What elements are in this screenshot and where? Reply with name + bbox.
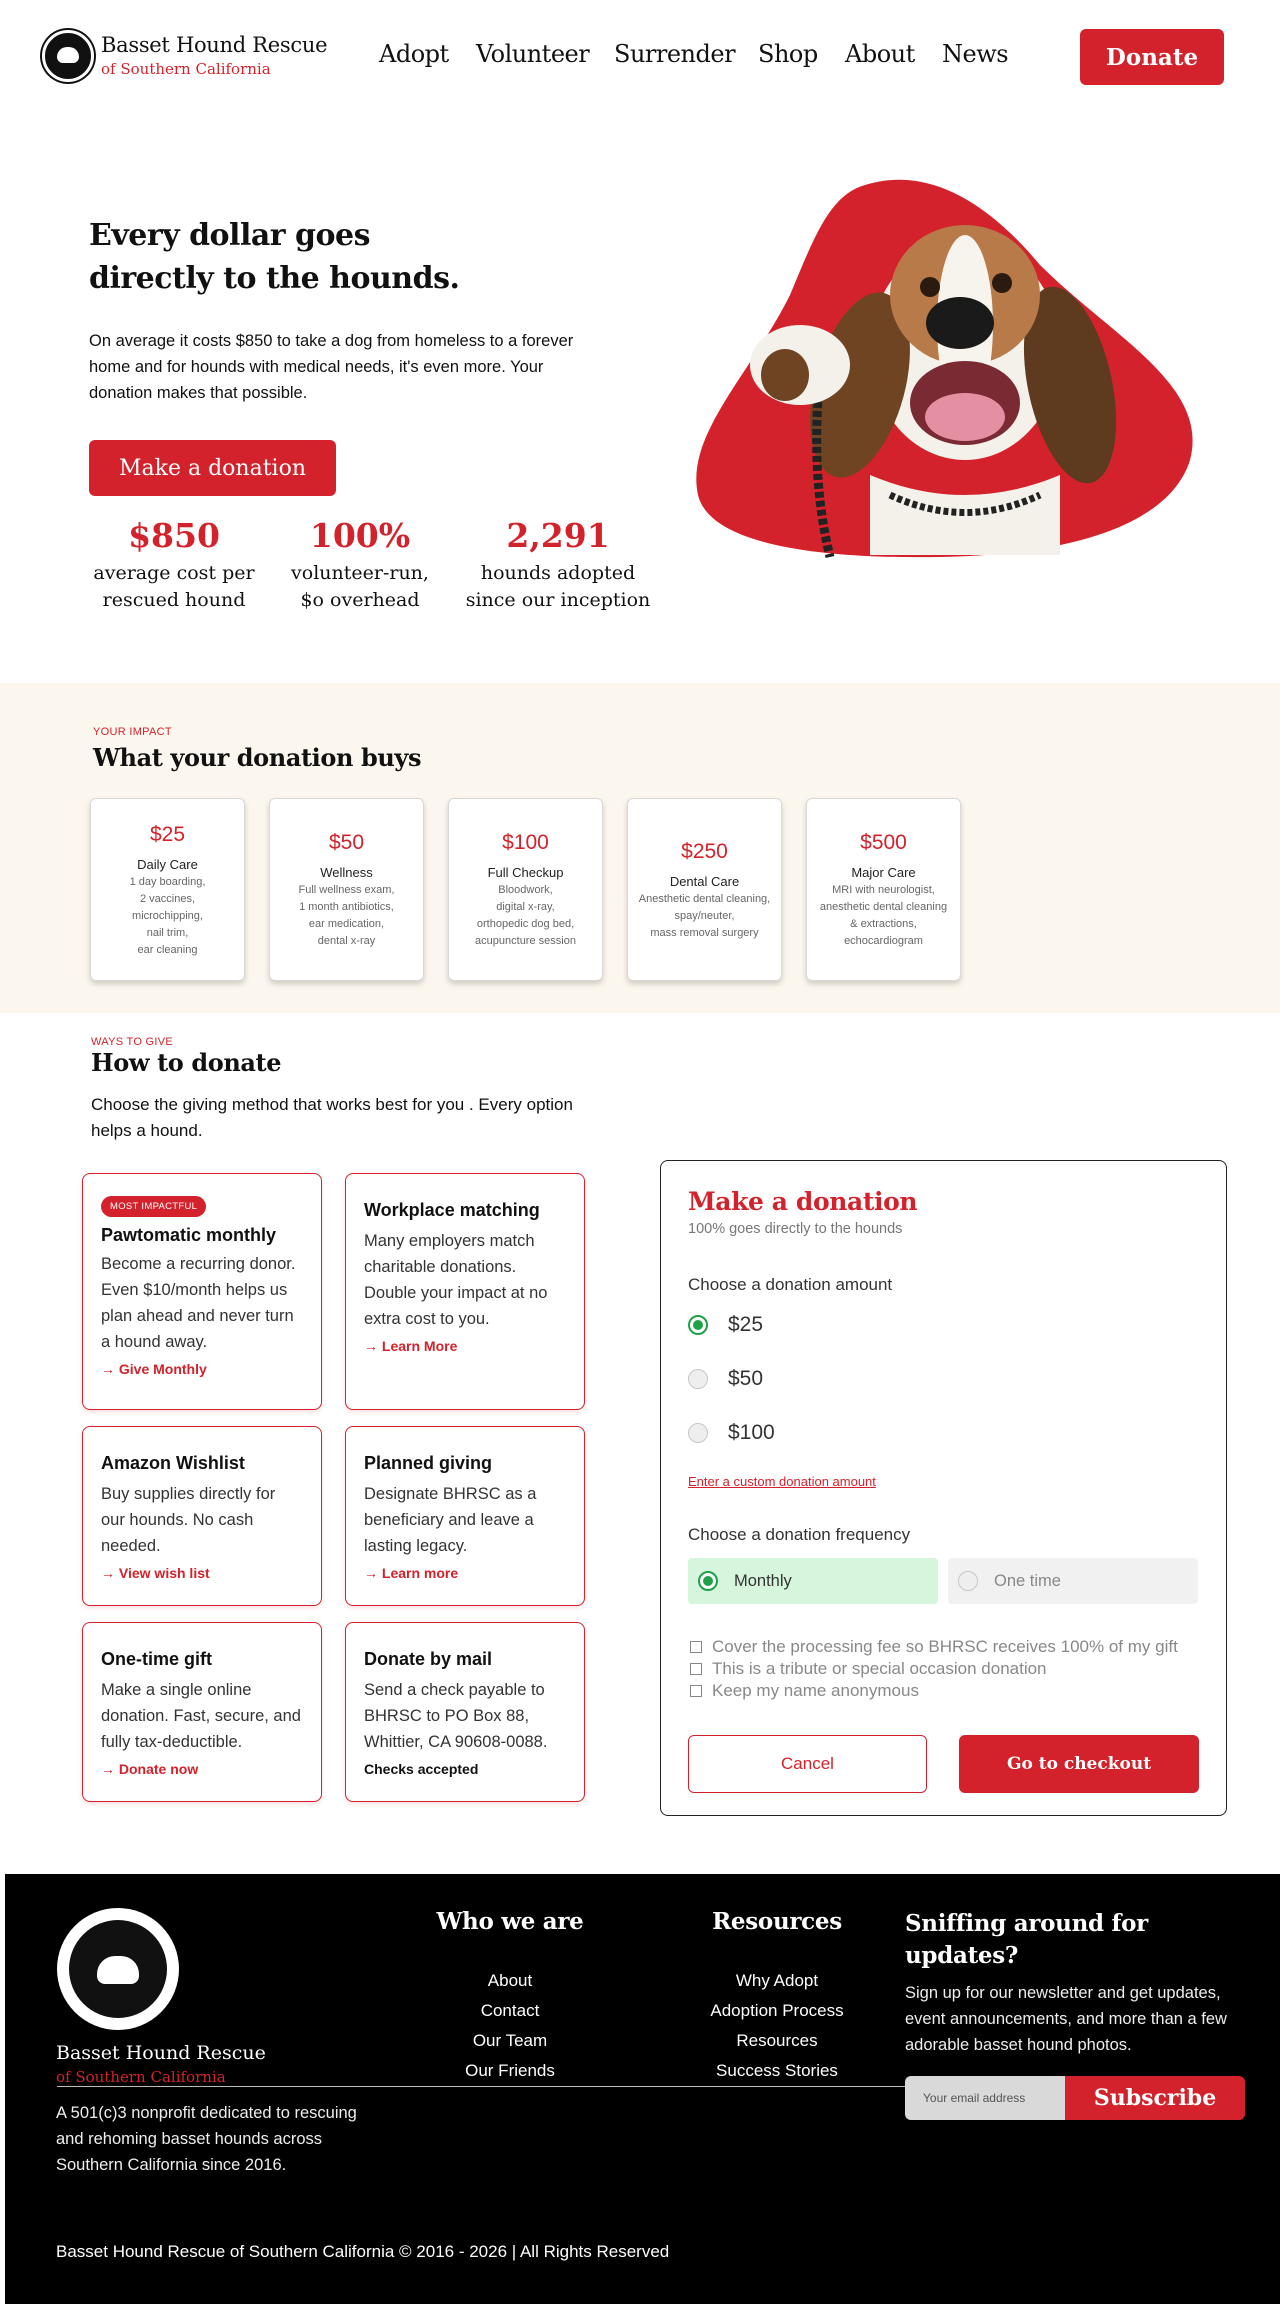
radio-icon[interactable]: [958, 1571, 978, 1591]
give-text: Designate BHRSC as a beneficiary and leave a lasting legacy.: [364, 1485, 537, 1555]
nav-about[interactable]: About: [845, 40, 915, 68]
view-wishlist-link[interactable]: → View wish list: [101, 1565, 210, 1581]
learn-more-link[interactable]: → Learn More: [364, 1338, 458, 1354]
amount-label-text: $100: [728, 1421, 775, 1444]
frequency-text: One time: [994, 1571, 1061, 1590]
stat-label: hounds adopted: [480, 562, 636, 584]
radio-icon[interactable]: [688, 1369, 708, 1389]
logo-icon[interactable]: [42, 30, 94, 82]
give-option-mail: [345, 1622, 585, 1802]
frequency-label: Choose a donation frequency: [688, 1525, 911, 1544]
stat-value: 100%: [309, 516, 411, 555]
amount-option-25[interactable]: [688, 1313, 763, 1337]
nav-volunteer[interactable]: Volunteer: [476, 40, 590, 68]
impact-title: What your donation buys: [93, 743, 422, 772]
card-name: Daily Care: [137, 856, 198, 872]
form-subtitle: 100% goes directly to the hounds: [688, 1221, 903, 1237]
give-option-one-time[interactable]: [82, 1622, 322, 1802]
impact-card-100: [448, 798, 603, 981]
impact-card-50: [269, 798, 424, 981]
donate-now-link[interactable]: → Donate now: [101, 1761, 199, 1777]
nav-shop[interactable]: Shop: [758, 40, 818, 68]
logo-subtitle: of Southern California: [101, 60, 271, 78]
cover-fee-checkbox[interactable]: [690, 1637, 1178, 1657]
card-name: Dental Care: [669, 873, 740, 889]
donation-form: [660, 1160, 1227, 1816]
footer-about: A 501(c)3 nonprofit dedicated to rescuing and rehoming basset hounds across Southern California since 2016.: [56, 2104, 357, 2174]
checkbox-icon[interactable]: [690, 1641, 702, 1653]
header-donate-button[interactable]: Donate: [1080, 29, 1224, 85]
custom-amount-link[interactable]: Enter a custom donation amount: [688, 1474, 876, 1489]
checkbox-label: This is a tribute or special occasion donation: [712, 1659, 1047, 1678]
site-header: [0, 0, 1280, 116]
newsletter-text: Sign up for our newsletter and get updates, event announcements, and more than a few adorable basset hound photos.: [905, 1984, 1227, 2054]
stat-label: since our inception: [465, 589, 651, 611]
give-option-monthly[interactable]: [82, 1173, 322, 1410]
subscribe-button[interactable]: Subscribe: [1065, 2076, 1245, 2120]
footer-who-title: Who we are: [436, 1908, 584, 1935]
footer-link-process[interactable]: Adoption Process: [710, 2001, 844, 2020]
footer-link-team[interactable]: Our Team: [472, 2031, 548, 2050]
give-option-wishlist[interactable]: [82, 1426, 322, 1606]
stat-label: rescued hound: [102, 589, 246, 611]
tribute-checkbox[interactable]: [690, 1659, 1047, 1679]
footer-link-stories[interactable]: Success Stories: [716, 2061, 838, 2080]
footer-who-links: [405, 1966, 615, 2086]
stat-value: $850: [128, 516, 220, 555]
logo-name[interactable]: Basset Hound Rescue: [101, 33, 328, 57]
impact-eyebrow: YOUR IMPACT: [93, 726, 172, 738]
give-title: Planned giving: [364, 1453, 493, 1473]
newsletter-title: Sniffing around for updates?: [905, 1910, 1148, 1969]
stat-volunteer: [280, 512, 440, 614]
email-input[interactable]: Your email address: [905, 2076, 1065, 2120]
give-text: Many employers match charitable donations. Double your impact at no extra cost to you.: [364, 1232, 548, 1328]
most-impactful-badge: MOST IMPACTFUL: [101, 1196, 206, 1217]
impact-card-25: [90, 798, 245, 981]
give-text: Buy supplies directly for our hounds. No cash needed.: [101, 1485, 276, 1555]
card-name: Full Checkup: [487, 865, 564, 880]
how-title: How to donate: [91, 1048, 282, 1077]
checkbox-icon[interactable]: [690, 1663, 702, 1675]
amount-option-100[interactable]: [688, 1421, 775, 1445]
checkbox-icon[interactable]: [690, 1685, 702, 1697]
footer-logo-icon: [57, 1908, 179, 2030]
frequency-one-time[interactable]: [948, 1558, 1198, 1604]
card-desc: Anesthetic dental cleaning, spay/neuter, mass removal surgery: [638, 892, 771, 939]
anonymous-checkbox[interactable]: [690, 1681, 919, 1701]
stat-value: 2,291: [506, 516, 610, 555]
card-amount: $100: [502, 831, 549, 854]
stat-label: $o overhead: [300, 589, 420, 611]
site-footer: [5, 1874, 1280, 2304]
card-amount: $250: [681, 839, 728, 863]
give-text: Make a single online donation. Fast, secure, and fully tax-deductible.: [101, 1681, 301, 1751]
radio-selected-icon[interactable]: [688, 1315, 708, 1335]
how-eyebrow: WAYS TO GIVE: [91, 1036, 174, 1048]
card-desc: Bloodwork, digital x-ray, orthopedic dog bed, acupuncture session: [475, 884, 576, 947]
checkout-button[interactable]: Go to checkout: [959, 1735, 1199, 1793]
footer-link-contact[interactable]: Contact: [480, 2001, 540, 2020]
card-amount: $25: [149, 822, 186, 846]
checks-accepted-note: Checks accepted: [364, 1761, 479, 1777]
stat-label: volunteer-run,: [291, 562, 429, 584]
nav-adopt[interactable]: Adopt: [379, 40, 449, 68]
radio-selected-icon[interactable]: [698, 1571, 718, 1591]
nav-news[interactable]: News: [942, 40, 1009, 68]
frequency-text: Monthly: [734, 1571, 792, 1590]
footer-org-name: Basset Hound Rescue: [56, 2042, 266, 2064]
copyright: Basset Hound Rescue of Southern California © 2016 - 2026 | All Rights Reserved: [56, 2242, 670, 2261]
hero-title-line-2: directly to the hounds.: [89, 261, 460, 296]
learn-more-link[interactable]: → Learn more: [364, 1565, 459, 1581]
card-amount: $50: [328, 831, 365, 854]
radio-icon[interactable]: [688, 1423, 708, 1443]
footer-org-sub: of Southern California: [56, 2068, 226, 2086]
give-title: One-time gift: [101, 1649, 212, 1669]
card-name: Wellness: [320, 865, 373, 880]
how-text: Choose the giving method that works best for you . Every option helps a hound.: [91, 1095, 573, 1140]
hero-dog-image: [690, 175, 1200, 570]
amount-label-text: $50: [728, 1367, 764, 1390]
give-option-workplace[interactable]: [345, 1173, 585, 1410]
give-title: Donate by mail: [364, 1649, 493, 1669]
card-desc: MRI with neurologist, anesthetic dental cleaning & extractions, echocardiogram: [819, 884, 948, 947]
hero-title: [89, 214, 509, 300]
footer-link-resources[interactable]: Resources: [736, 2031, 818, 2050]
amount-option-50[interactable]: [688, 1367, 763, 1391]
card-desc: Full wellness exam, 1 month antibiotics, ear medication, dental x-ray: [298, 884, 395, 947]
card-desc: 1 day boarding, 2 vaccines, microchipping, nail trim, ear cleaning: [129, 875, 206, 956]
give-title: Workplace matching: [364, 1200, 540, 1220]
nav-surrender[interactable]: Surrender: [614, 40, 736, 68]
hero-donate-button[interactable]: Make a donation: [89, 440, 336, 496]
checkbox-label: Cover the processing fee so BHRSC receives 100% of my gift: [712, 1637, 1178, 1656]
footer-link-friends[interactable]: Our Friends: [465, 2061, 555, 2080]
footer-resources-links: [672, 1966, 882, 2086]
give-option-planned[interactable]: [345, 1426, 585, 1606]
stat-cost: [90, 512, 258, 614]
impact-card-500: [806, 798, 961, 981]
hero-title-line-1: Every dollar goes: [89, 218, 370, 253]
frequency-monthly[interactable]: [688, 1558, 938, 1604]
card-amount: $500: [860, 831, 907, 854]
footer-link-why-adopt[interactable]: Why Adopt: [735, 1971, 819, 1990]
give-monthly-link[interactable]: → Give Monthly: [101, 1361, 207, 1377]
give-text: Become a recurring donor. Even $10/month helps us plan ahead and never turn a hound away.: [101, 1255, 296, 1351]
checkbox-label: Keep my name anonymous: [712, 1681, 919, 1700]
hero-text: On average it costs $850 to take a dog from homeless to a forever home and for hounds with medical needs, it's even more. Your donation makes that possible.: [89, 332, 574, 402]
stat-adopted: [462, 512, 654, 614]
footer-resources-title: Resources: [712, 1908, 842, 1935]
footer-link-about[interactable]: About: [487, 1971, 533, 1990]
form-title: Make a donation: [688, 1187, 918, 1216]
impact-card-250: [627, 798, 782, 981]
cancel-button[interactable]: Cancel: [688, 1735, 927, 1793]
give-text: Send a check payable to BHRSC to PO Box 88, Whittier, CA 90608-0088.: [364, 1681, 548, 1751]
card-name: Major Care: [851, 865, 916, 880]
give-title: Pawtomatic monthly: [101, 1225, 277, 1245]
amount-label-text: $25: [728, 1313, 764, 1336]
stat-label: average cost per: [93, 562, 255, 584]
amount-label: Choose a donation amount: [688, 1275, 893, 1294]
give-title: Amazon Wishlist: [101, 1453, 245, 1473]
